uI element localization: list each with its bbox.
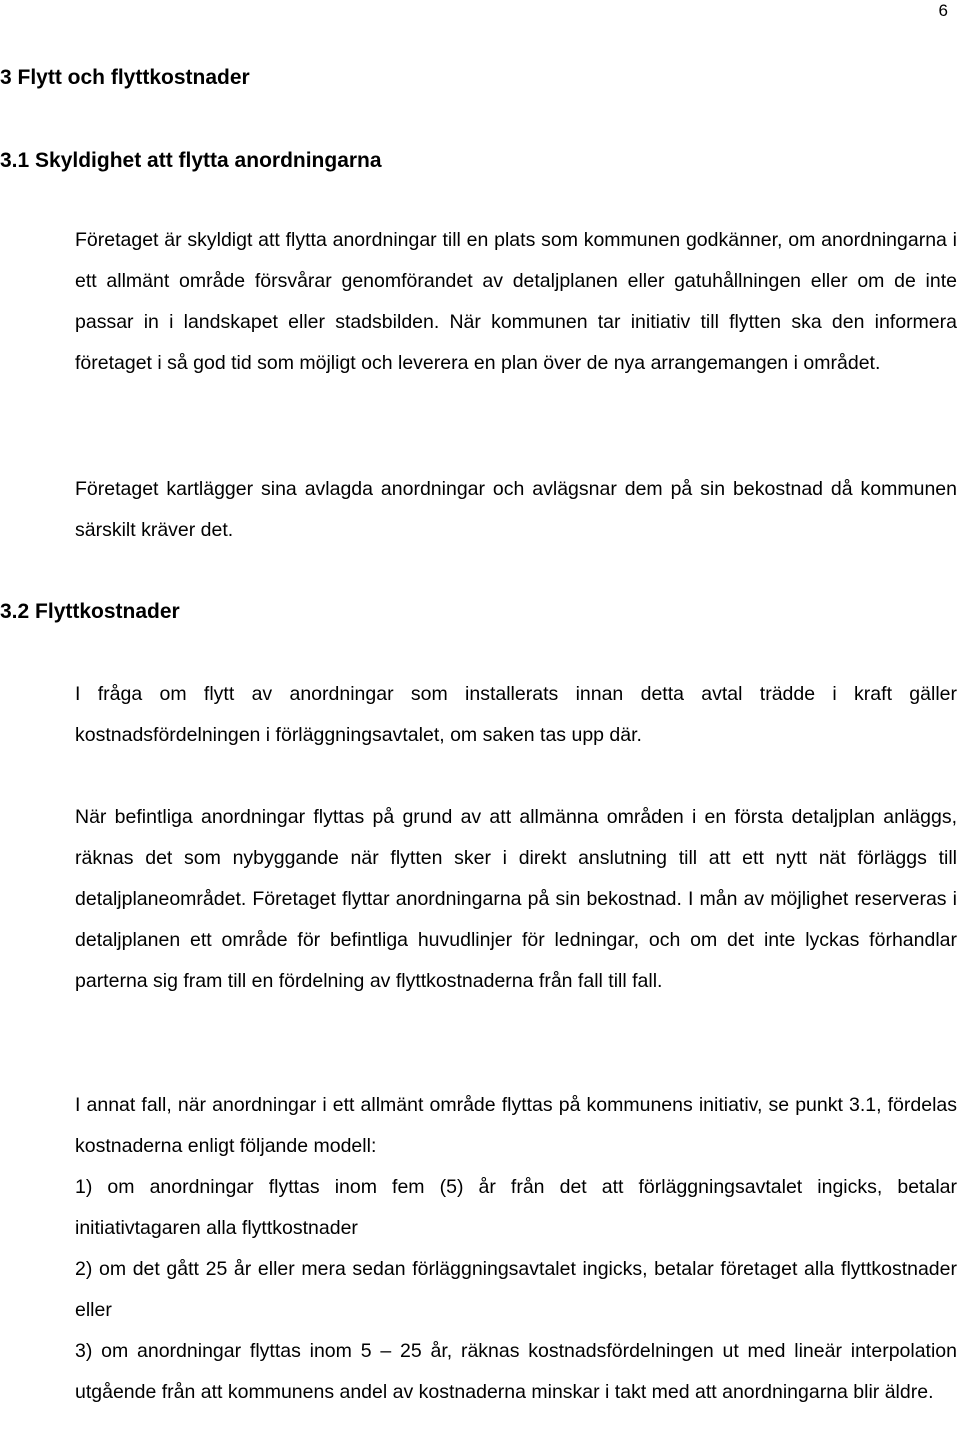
list-item-1: 1) om anordningar flyttas inom fem (5) år från det att förläggningsavtalet ingicks, betalar initiativtagaren alla flyttkostnader: [75, 1176, 957, 1239]
paragraph-3-2-3: I annat fall, när anordningar i ett allmänt område flyttas på kommunens initiativ, se punkt 3.1, fördelas kostnaderna enligt följande modell:: [75, 1094, 957, 1157]
list-item-2: 2) om det gått 25 år eller mera sedan förläggningsavtalet ingicks, betalar företaget alla flyttkostnader eller: [75, 1258, 957, 1321]
paragraph-3-1-2: Företaget kartlägger sina avlagda anordningar och avlägsnar dem på sin bekostnad då kommunen särskilt kräver det.: [75, 478, 957, 541]
paragraph-3-1-1: Företaget är skyldigt att flytta anordningar till en plats som kommunen godkänner, om anordningarna i ett allmänt område försvårar genomförandet av detaljplanen eller gatuhållningen eller om de inte passar in i landskapet eller stadsbilden. När kommunen tar initiativ till flytten ska den informera företaget i så god tid som möjligt och leverera en plan över de nya arrangemangen i området.: [75, 229, 957, 374]
list-item-3: 3) om anordningar flyttas inom 5 – 25 år, räknas kostnadsfördelningen ut med lineär interpolation utgående från att kommunens andel av kostnaderna minskar i takt med att anordningarna blir äldre.: [75, 1340, 957, 1403]
subsection-title-3-1: 3.1 Skyldighet att flytta anordningarna: [0, 149, 382, 172]
subsection-title-3-2: 3.2 Flyttkostnader: [0, 600, 180, 623]
page-number: 6: [938, 1, 948, 20]
paragraph-3-2-2: När befintliga anordningar flyttas på grund av att allmänna områden i en första detaljplan anläggs, räknas det som nybyggande när flytten sker i direkt anslutning till att ett nytt nät förläggs till detaljplaneområdet. Företaget flyttar anordningarna på sin bekostnad. I mån av möjlighet reserveras i detaljplanen ett område för befintliga huvudlinjer för ledningar, och om det inte lyckas förhandlar parterna sig fram till en fördelning av flyttkostnaderna från fall till fall.: [75, 806, 957, 992]
section-title: 3 Flytt och flyttkostnader: [0, 66, 250, 89]
paragraph-3-2-1: I fråga om flytt av anordningar som installerats innan detta avtal trädde i kraft gäller kostnadsfördelningen i förläggningsavtalet, om saken tas upp där.: [75, 683, 957, 746]
